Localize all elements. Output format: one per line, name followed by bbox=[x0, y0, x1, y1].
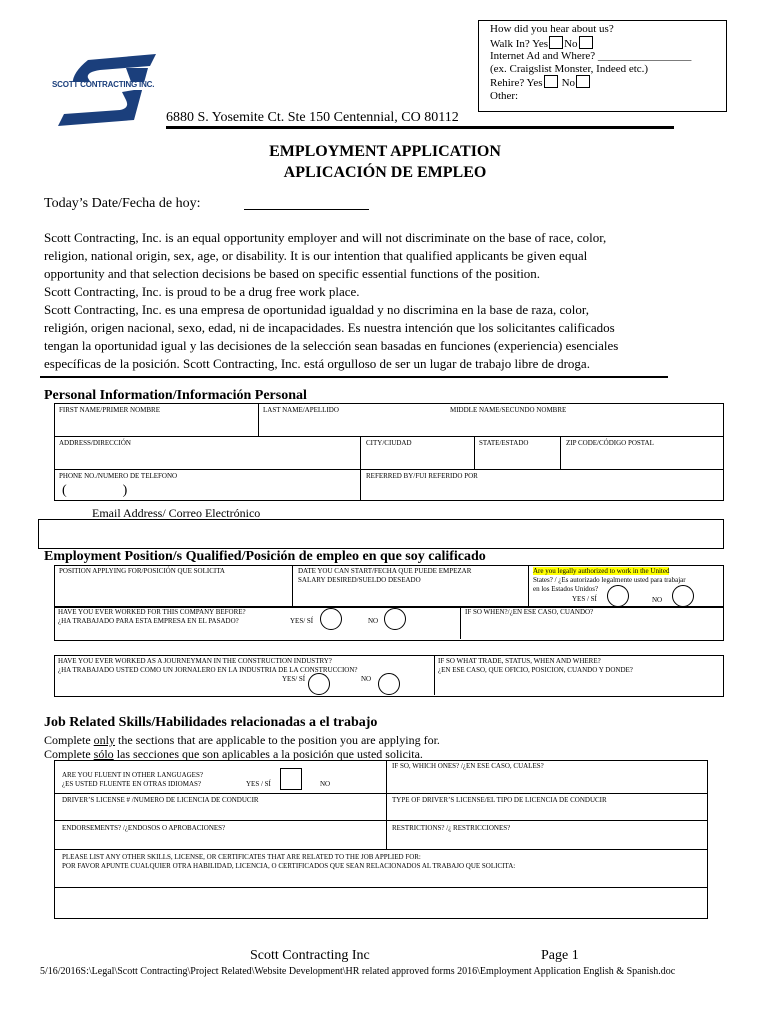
instr-text: las secciones que son aplicables a la posición que usted solicita. bbox=[113, 747, 423, 761]
worked-before-question bbox=[58, 608, 246, 626]
instr-text: the sections that are applicable to the position you are applying for. bbox=[115, 733, 440, 747]
journeyman-yes-label: YES/ SÍ bbox=[282, 675, 306, 683]
other-skills-line: PLEASE LIST ANY OTHER SKILLS, LICENSE, OR CERTIFICATES THAT ARE RELATED TO THE JOB APPLIED FOR: bbox=[62, 853, 421, 861]
instr-emphasis: only bbox=[93, 733, 116, 747]
languages-line: ¿ES USTED FLUENTE EN OTRAS IDIOMAS? bbox=[62, 780, 202, 788]
journeyman-question bbox=[58, 657, 358, 675]
zip-field[interactable]: ZIP CODE/CÓDIGO POSTAL bbox=[566, 439, 654, 447]
journeyman-no-label: NO bbox=[361, 675, 372, 683]
intro-line: Scott Contracting, Inc. is proud to be a drug free work place. bbox=[44, 284, 360, 299]
authorized-line: States? / ¿Es autorizado legalmente usted para trabajar bbox=[533, 576, 686, 584]
eeo-statement bbox=[44, 229, 744, 373]
first-name-field[interactable]: FIRST NAME/PRIMER NOMBRE bbox=[59, 406, 161, 414]
worked-before-line: ¿HA TRABAJADO PARA ESTA EMPRESA EN EL PASADO? bbox=[58, 617, 239, 625]
phone-field[interactable]: PHONE NO./NUMERO DE TELEFONO bbox=[59, 472, 178, 480]
journeyman-yes-radio[interactable] bbox=[308, 673, 330, 695]
intro-line: específicas de la posición. Scott Contracting, Inc. está orgulloso de ser un lugar de trabajo libre de droga. bbox=[44, 356, 590, 371]
worked-before-line: HAVE YOU EVER WORKED FOR THIS COMPANY BEFORE? bbox=[58, 608, 246, 616]
walk-in-no-label: No bbox=[564, 37, 578, 50]
company-address: 6880 S. Yosemite Ct. Ste 150 Centennial, CO 80112 bbox=[166, 110, 459, 125]
title-spanish: APLICACIÓN DE EMPLEO bbox=[283, 164, 487, 181]
intro-line: Scott Contracting, Inc. is an equal opportunity employer and will not discriminate on the base of race, color, bbox=[44, 230, 607, 245]
journeyman-line: HAVE YOU EVER WORKED AS A JOURNEYMAN IN THE CONSTRUCTION INDUSTRY? bbox=[58, 657, 332, 665]
worked-before-yes-radio[interactable] bbox=[320, 608, 342, 630]
worked-before-yes-label: YES/ SÍ bbox=[290, 617, 314, 625]
rehire-no-checkbox[interactable] bbox=[576, 75, 590, 88]
trade-details-field[interactable] bbox=[438, 657, 633, 675]
section-rule bbox=[40, 376, 668, 378]
position-field[interactable]: POSITION APPLYING FOR/POSICIÓN QUE SOLICITA bbox=[59, 567, 225, 575]
rehire-no-label: No bbox=[561, 77, 576, 89]
personal-table bbox=[54, 403, 724, 501]
intro-line: opportunity and that selection decisions be based on specific essential functions of the position. bbox=[44, 266, 541, 281]
other-skills-field[interactable] bbox=[62, 853, 515, 871]
footer-page: Page 1 bbox=[541, 948, 579, 963]
languages-yes-checkbox[interactable] bbox=[280, 768, 302, 790]
intro-line: tengan la oportunidad igual y las decisiones de la selección sean basadas en funciones (experiencia) esenciales bbox=[44, 338, 619, 353]
rehire-yes-checkbox[interactable] bbox=[544, 75, 558, 88]
footer-company: Scott Contracting Inc bbox=[250, 948, 370, 963]
company-logo bbox=[38, 48, 168, 128]
title-english: EMPLOYMENT APPLICATION bbox=[269, 143, 501, 160]
instr-text: Complete bbox=[44, 733, 94, 747]
footer-path: 5/16/2016S:\Legal\Scott Contracting\Project Related\Website Development\HR related approved forms 2016\Employment Application English & Spanish.doc bbox=[40, 966, 676, 977]
position-heading: Employment Position/s Qualified/Posición de empleo en que soy calificado bbox=[44, 549, 486, 564]
skills-instruction-en bbox=[44, 733, 440, 748]
header-rule bbox=[166, 126, 674, 129]
languages-no-label: NO bbox=[320, 780, 331, 788]
intro-line: religion, national origin, sex, age, or disability. It is our intention that qualified applicants be given equal bbox=[44, 248, 588, 263]
logo-text: SCOTT CONTRACTING INC. bbox=[52, 80, 155, 89]
restrictions-field[interactable]: RESTRICTIONS? /¿ RESTRICCIONES? bbox=[392, 824, 511, 832]
internet-ad-label: Internet Ad and Where? _________________ bbox=[490, 50, 692, 62]
endorsements-field[interactable]: ENDORSEMENTS? /¿ENDOSOS O APROBACIONES? bbox=[62, 824, 226, 832]
internet-ad-examples: (ex. Craigslist Monster, Indeed etc.) bbox=[490, 62, 649, 75]
salary-field[interactable]: SALARY DESIRED/SUELDO DESEADO bbox=[298, 576, 421, 584]
license-number-field[interactable]: DRIVER’S LICENSE # /NUMERO DE LICENCIA DE CONDUCIR bbox=[62, 796, 259, 804]
instr-emphasis: sólo bbox=[93, 747, 114, 761]
languages-which-field[interactable]: IF SO, WHICH ONES? /¿EN ESE CASO, CUALES? bbox=[392, 762, 544, 770]
authorized-line: en los Estados Unidos? bbox=[533, 585, 599, 593]
journeyman-line: ¿HA TRABAJADO USTED COMO UN JORNALERO EN LA INDUSTRIA DE LA CONSTRUCCION? bbox=[58, 666, 358, 674]
address-field[interactable]: ADDRESS/DIRECCIÓN bbox=[59, 439, 131, 447]
instr-text: Complete bbox=[44, 747, 94, 761]
middle-name-field[interactable]: MIDDLE NAME/SECUNDO NOMBRE bbox=[450, 406, 567, 414]
walk-in-yes-label: Walk In? Yes bbox=[490, 37, 549, 50]
skills-heading: Job Related Skills/Habilidades relacionadas a el trabajo bbox=[44, 715, 378, 730]
authorized-yes-radio[interactable] bbox=[607, 585, 629, 607]
city-field[interactable]: CITY/CIUDAD bbox=[366, 439, 412, 447]
trade-line: IF SO WHAT TRADE, STATUS, WHEN AND WHERE? bbox=[438, 657, 601, 665]
worked-before-no-radio[interactable] bbox=[384, 608, 406, 630]
last-name-field[interactable]: LAST NAME/APELLIDO bbox=[263, 406, 339, 414]
referral-survey-box bbox=[478, 20, 727, 112]
rehire-yes-label: Rehire? Yes bbox=[490, 77, 543, 89]
journeyman-no-radio[interactable] bbox=[378, 673, 400, 695]
email-field[interactable] bbox=[38, 519, 724, 549]
worked-before-no-label: NO bbox=[368, 617, 379, 625]
authorized-no-radio[interactable] bbox=[672, 585, 694, 607]
intro-line: Scott Contracting, Inc. es una empresa de oportunidad igualdad y no discrimina en la base de raza, color, bbox=[44, 302, 589, 317]
date-field[interactable] bbox=[244, 209, 369, 210]
walk-in-yes-checkbox[interactable] bbox=[549, 36, 563, 49]
other-label: Other: bbox=[490, 89, 519, 102]
phone-parens: ( ) bbox=[62, 483, 128, 498]
state-field[interactable]: STATE/ESTADO bbox=[479, 439, 529, 447]
languages-yes-label: YES / SÍ bbox=[246, 780, 271, 788]
date-label: Today’s Date/Fecha de hoy: bbox=[44, 196, 201, 211]
other-skills-line: POR FAVOR APUNTE CUALQUIER OTRA HABILIDAD, LICENCIA, O CERTIFICADOS QUE SEAN RELACIONADOS AL TRABAJO QUE SOLICITA: bbox=[62, 862, 516, 870]
start-date-field[interactable]: DATE YOU CAN START/FECHA QUE PUEDE EMPEZAR bbox=[298, 567, 472, 575]
languages-line: ARE YOU FLUENT IN OTHER LANGUAGES? bbox=[62, 771, 203, 779]
worked-before-when-field[interactable]: IF SO WHEN?/¿EN ESE CASO, CUANDO? bbox=[465, 608, 594, 616]
authorized-yes-label: YES / SÍ bbox=[572, 595, 597, 603]
survey-question: How did you hear about us? bbox=[490, 23, 614, 35]
referred-field[interactable]: REFERRED BY/FUI REFERIDO POR bbox=[366, 472, 478, 480]
walk-in-no-checkbox[interactable] bbox=[579, 36, 593, 49]
license-type-field[interactable]: TYPE OF DRIVER’S LICENSE/EL TIPO DE LICENCIA DE CONDUCIR bbox=[392, 796, 607, 804]
work-authorization-question bbox=[533, 567, 723, 594]
authorized-line: Are you legally authorized to work in the United bbox=[533, 567, 670, 575]
trade-line: ¿EN ESE CASO, QUE OFICIO, POSICION, CUANDO Y DONDE? bbox=[438, 666, 633, 674]
authorized-no-label: NO bbox=[652, 596, 663, 604]
email-label: Email Address/ Correo Electrónico bbox=[92, 506, 261, 520]
languages-question bbox=[62, 771, 203, 789]
intro-line: religión, origen nacional, sexo, edad, ni de incapacidades. Es nuestra intención que los solicitantes calificados bbox=[44, 320, 615, 335]
personal-heading: Personal Information/Información Personal bbox=[44, 388, 307, 403]
